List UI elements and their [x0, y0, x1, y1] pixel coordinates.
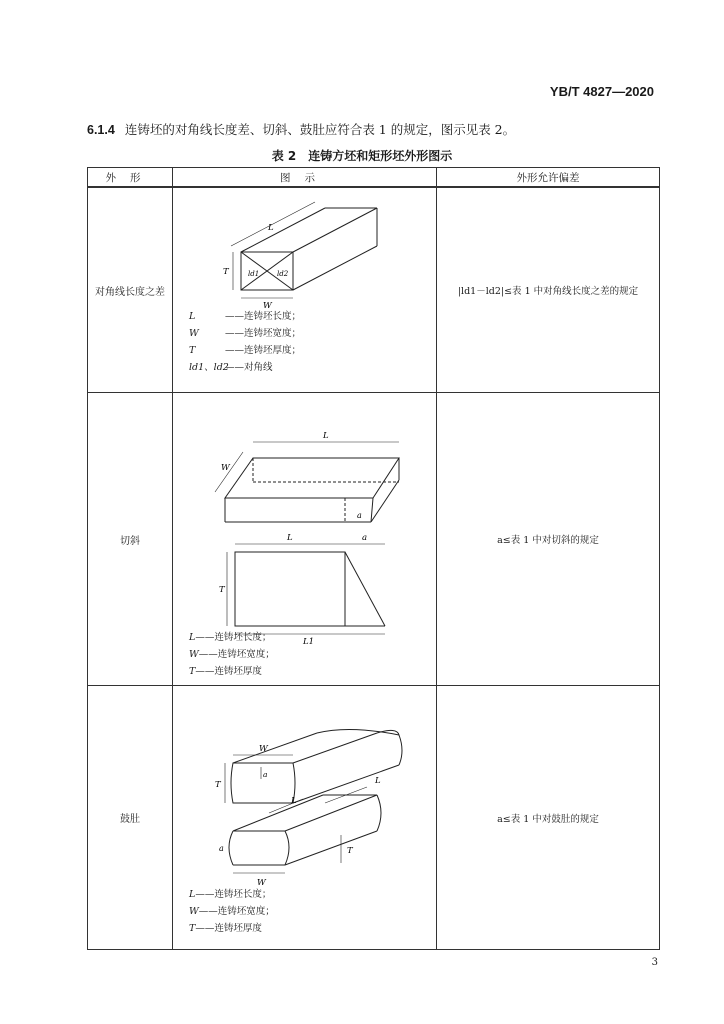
- figure-cell-bulge: [173, 686, 437, 950]
- bulge-front-face: [231, 763, 295, 803]
- legend-row: W ——连铸坯宽度；: [189, 649, 275, 660]
- legend-row: L ——连铸坯长度；: [189, 632, 272, 643]
- label-T: T: [219, 584, 225, 595]
- label-a-top: a: [357, 510, 362, 520]
- page-number: 3: [651, 957, 658, 968]
- legend-row: W ——连铸坯宽度；: [189, 328, 302, 339]
- row-tolerance-diagonal: |ld1－ld2|≤表 1 中对角线长度之差的规定: [437, 187, 660, 393]
- row-shape-bulge: 鼓肚: [88, 686, 173, 950]
- table-row: [88, 686, 660, 950]
- legend-row: W ——连铸坯宽度；: [189, 906, 275, 917]
- legend-row: T ——连铸坯厚度: [189, 666, 262, 677]
- label-a-top: a: [263, 770, 268, 779]
- label-L-bottom: L: [291, 796, 297, 806]
- header-tolerance: 外形允许偏差: [437, 168, 660, 188]
- figure-cell-skew: [173, 393, 437, 686]
- table-row: [88, 393, 660, 686]
- legend-row: T ——连铸坯厚度；: [189, 345, 302, 356]
- legend-row: ld1、ld2 ——对角线: [189, 362, 273, 373]
- legend-row: L ——连铸坯长度；: [189, 311, 302, 322]
- label-L: L: [323, 430, 329, 441]
- legend-diagonal: [189, 308, 301, 376]
- side-rect: [235, 552, 345, 626]
- label-T: T: [223, 267, 229, 277]
- label-L-side: L: [287, 532, 293, 543]
- legend-row: L ——连铸坯长度；: [189, 889, 272, 900]
- row-shape-diagonal: 对角线长度之差: [88, 187, 173, 393]
- shape-table: [87, 167, 660, 950]
- label-ld2: ld2: [277, 270, 289, 278]
- clause-text: 连铸坯的对角线长度差、切斜、鼓肚应符合表 1 的规定，图示见表 2。: [124, 122, 516, 137]
- label-W-top: W: [259, 744, 268, 754]
- clause-number: 6.1.4: [87, 123, 115, 137]
- legend-row: T ——连铸坯厚度: [189, 923, 262, 934]
- legend-bulge: [189, 886, 275, 937]
- row-shape-skew: 切斜: [88, 393, 173, 686]
- figure-cell-diagonal: [173, 187, 437, 393]
- row-tolerance-skew: a≤表 1 中对切斜的规定: [437, 393, 660, 686]
- label-a-bottom: a: [219, 844, 224, 853]
- table-row: [88, 187, 660, 393]
- table-title: 表 2 连铸方坯和矩形坯外形图示: [271, 149, 453, 163]
- row-tolerance-bulge: a≤表 1 中对鼓肚的规定: [437, 686, 660, 950]
- legend-skew: [189, 629, 275, 680]
- label-T-bottom: T: [347, 846, 353, 856]
- label-T-top: T: [215, 780, 221, 790]
- label-ld1: ld1: [248, 270, 260, 278]
- clause-6-1-4: [87, 120, 515, 138]
- label-W: W: [263, 301, 272, 311]
- header-figure: 图示: [173, 168, 437, 188]
- label-L-top: L: [375, 776, 381, 786]
- standard-code: YB/T 4827—2020: [549, 84, 654, 99]
- header-shape: 外形: [88, 168, 173, 188]
- label-L: L: [268, 223, 274, 233]
- label-W: W: [221, 462, 230, 473]
- top-face: [225, 458, 399, 498]
- table-header-row: [88, 168, 660, 188]
- skew-figure: [173, 422, 435, 657]
- label-L1: L1: [303, 636, 315, 647]
- label-a-side: a: [362, 532, 368, 543]
- label-W-bottom: W: [257, 878, 266, 888]
